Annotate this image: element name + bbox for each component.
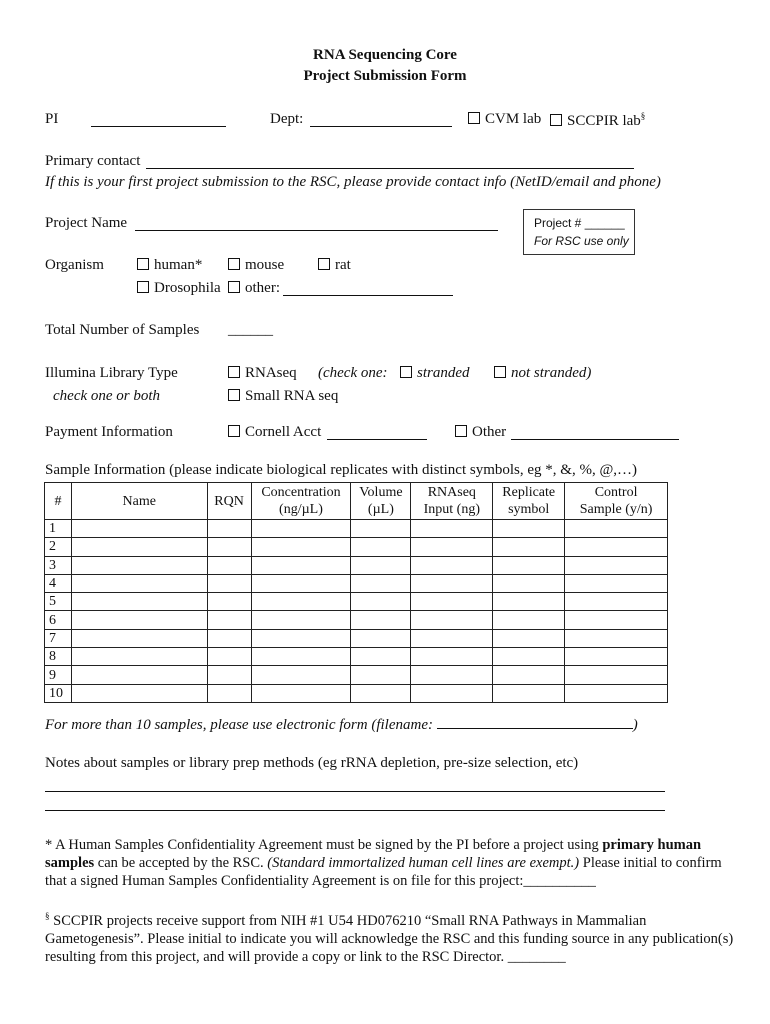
table-cell[interactable]	[565, 520, 668, 538]
column-header-0	[45, 483, 72, 520]
table-cell[interactable]	[71, 520, 207, 538]
table-cell[interactable]	[351, 593, 411, 611]
organism-other-field[interactable]	[283, 281, 453, 296]
table-cell[interactable]	[251, 520, 351, 538]
table-cell[interactable]	[71, 556, 207, 574]
column-header-2	[207, 483, 251, 520]
organism-human-label: human*	[154, 257, 203, 273]
sccpir-lab-checkbox[interactable]	[550, 114, 562, 126]
column-header-line1: Volume	[359, 485, 403, 500]
stranded-checkbox[interactable]	[400, 366, 412, 378]
more-samples-note-text: For more than 10 samples, please use electronic form (filename:	[45, 717, 433, 733]
table-cell[interactable]	[207, 556, 251, 574]
organism-drosophila-option[interactable]	[137, 280, 221, 297]
table-cell[interactable]	[351, 648, 411, 666]
column-header-7	[565, 483, 668, 520]
library-rnaseq-label: RNAseq	[245, 365, 297, 381]
payment-cornell-option[interactable]	[228, 424, 321, 441]
row-number: 10	[45, 684, 72, 702]
human-footnote-text-3: Please initial to confirm that a signed Human Samples Confidentiality Agreement is on file for this project:__________	[45, 855, 722, 889]
table-cell[interactable]	[565, 593, 668, 611]
column-header-1	[71, 483, 207, 520]
payment-label: Payment Information	[45, 424, 173, 440]
total-samples-field[interactable]: ______	[228, 322, 273, 338]
table-row	[45, 574, 668, 592]
table-cell[interactable]	[411, 574, 493, 592]
table-cell[interactable]	[251, 629, 351, 647]
notes-field-line-1[interactable]	[45, 777, 665, 792]
table-cell[interactable]	[565, 629, 668, 647]
table-cell[interactable]	[351, 611, 411, 629]
table-cell[interactable]	[565, 648, 668, 666]
dept-field[interactable]	[310, 112, 452, 127]
table-cell[interactable]	[71, 574, 207, 592]
table-cell[interactable]	[351, 538, 411, 556]
sccpir-footnote-text: SCCPIR projects receive support from NIH #1 U54 HD076210 “Small RNA Pathways in Mammalian Gametogenesis”. Please initial to indicate you will acknowledge the RSC and this funding source in any publication(s) resulting from this project, and will provide a copy or link to the RSC Director. ________	[45, 912, 734, 965]
table-cell[interactable]	[251, 684, 351, 702]
payment-cornell-label: Cornell Acct	[245, 424, 322, 440]
library-type-label: Illumina Library Type	[45, 365, 178, 381]
not-stranded-option[interactable]	[494, 365, 591, 382]
library-small-rna-checkbox[interactable]	[228, 389, 240, 401]
column-header-line2: Input (ng)	[423, 502, 480, 517]
primary-contact-label: Primary contact	[45, 153, 141, 169]
column-header-line1: RQN	[214, 493, 244, 509]
organism-other-checkbox[interactable]	[228, 281, 240, 293]
table-cell[interactable]	[71, 538, 207, 556]
library-rnaseq-option[interactable]	[228, 365, 297, 382]
column-header-line1: RNAseq	[427, 485, 476, 500]
table-cell[interactable]	[251, 611, 351, 629]
not-stranded-label: not stranded)	[511, 365, 592, 381]
table-cell[interactable]	[493, 556, 565, 574]
payment-other-field[interactable]	[511, 425, 679, 440]
payment-other-checkbox[interactable]	[455, 425, 467, 437]
table-cell[interactable]	[351, 520, 411, 538]
table-cell[interactable]	[493, 538, 565, 556]
library-small-rna-label: Small RNA seq	[245, 388, 339, 404]
table-cell[interactable]	[207, 611, 251, 629]
more-samples-note	[45, 714, 638, 734]
table-cell[interactable]	[493, 666, 565, 684]
table-cell[interactable]	[493, 593, 565, 611]
row-number: 1	[45, 520, 72, 538]
column-header-3	[251, 483, 351, 520]
table-cell[interactable]	[493, 684, 565, 702]
row-number: 4	[45, 574, 72, 592]
not-stranded-checkbox[interactable]	[494, 366, 506, 378]
table-cell[interactable]	[565, 574, 668, 592]
table-cell[interactable]	[207, 666, 251, 684]
table-cell[interactable]	[351, 666, 411, 684]
table-cell[interactable]	[71, 684, 207, 702]
table-cell[interactable]	[207, 520, 251, 538]
organism-mouse-checkbox[interactable]	[228, 258, 240, 270]
table-row	[45, 538, 668, 556]
sccpir-footnote-sup: §	[45, 911, 50, 921]
table-cell[interactable]	[411, 593, 493, 611]
filename-field[interactable]	[437, 714, 633, 729]
cvm-lab-checkbox[interactable]	[468, 112, 480, 124]
table-cell[interactable]	[493, 648, 565, 666]
table-cell[interactable]	[493, 574, 565, 592]
table-cell[interactable]	[411, 538, 493, 556]
organism-other-option[interactable]	[228, 280, 280, 297]
project-name-label: Project Name	[45, 215, 128, 231]
table-cell[interactable]	[411, 684, 493, 702]
table-row	[45, 629, 668, 647]
table-cell[interactable]	[411, 648, 493, 666]
column-header-line2: (µL)	[367, 502, 394, 517]
project-number-box	[523, 209, 635, 255]
table-cell[interactable]	[565, 684, 668, 702]
table-row	[45, 593, 668, 611]
table-cell[interactable]	[207, 538, 251, 556]
row-number: 7	[45, 629, 72, 647]
human-footnote-italic: (Standard immortalized human cell lines are exempt.)	[267, 855, 580, 871]
organism-rat-label: rat	[335, 257, 351, 273]
table-cell[interactable]	[71, 593, 207, 611]
column-header-4	[351, 483, 411, 520]
table-cell[interactable]	[351, 574, 411, 592]
sccpir-lab-option[interactable]	[550, 111, 645, 130]
table-row	[45, 556, 668, 574]
organism-other-label: other:	[245, 280, 280, 296]
organism-rat-option[interactable]	[318, 257, 351, 274]
stranded-label: stranded	[417, 365, 470, 381]
table-cell[interactable]	[565, 666, 668, 684]
stranded-option[interactable]	[400, 365, 470, 382]
pi-field[interactable]	[91, 112, 226, 127]
table-row	[45, 648, 668, 666]
pi-label: PI	[45, 111, 59, 127]
payment-other-option[interactable]	[455, 424, 506, 441]
table-cell[interactable]	[207, 593, 251, 611]
table-row	[45, 666, 668, 684]
human-footnote-bold: primary human samples	[45, 837, 702, 871]
cvm-lab-option[interactable]	[468, 111, 541, 128]
column-header-line1: Control	[594, 485, 638, 500]
sample-table-header	[45, 483, 668, 520]
table-row	[45, 611, 668, 629]
human-footnote-text-1: * A Human Samples Confidentiality Agreement must be signed by the PI before a project using	[45, 837, 603, 853]
table-cell[interactable]	[207, 648, 251, 666]
dept-label: Dept:	[270, 111, 304, 127]
sample-table	[44, 482, 668, 703]
column-header-line1: Concentration	[261, 485, 341, 500]
table-cell[interactable]	[251, 574, 351, 592]
form-title: RNA Sequencing Core	[313, 47, 457, 63]
organism-label: Organism	[45, 257, 104, 273]
row-number: 8	[45, 648, 72, 666]
table-cell[interactable]	[565, 556, 668, 574]
column-header-line1: Replicate	[502, 485, 556, 500]
table-cell[interactable]	[565, 611, 668, 629]
human-samples-footnote	[45, 836, 735, 890]
column-header-line2: (ng/µL)	[279, 502, 323, 517]
table-cell[interactable]	[493, 611, 565, 629]
sample-info-heading: Sample Information (please indicate biological replicates with distinct symbols, eg *, &, %, @,…)	[45, 462, 638, 478]
organism-drosophila-label: Drosophila	[154, 280, 221, 296]
table-cell[interactable]	[251, 538, 351, 556]
row-number: 2	[45, 538, 72, 556]
row-number: 3	[45, 556, 72, 574]
organism-rat-checkbox[interactable]	[318, 258, 330, 270]
table-cell[interactable]	[207, 629, 251, 647]
organism-mouse-label: mouse	[245, 257, 285, 273]
payment-other-label: Other	[472, 424, 507, 440]
table-cell[interactable]	[207, 574, 251, 592]
primary-contact-note: If this is your first project submission to the RSC, please provide contact info (NetID/email and phone)	[45, 174, 661, 190]
table-cell[interactable]	[411, 611, 493, 629]
table-row	[45, 684, 668, 702]
organism-human-option[interactable]	[137, 257, 202, 274]
table-cell[interactable]	[493, 629, 565, 647]
table-cell[interactable]	[71, 666, 207, 684]
rsc-use-only-label: For RSC use only	[534, 234, 629, 248]
row-number: 6	[45, 611, 72, 629]
sccpir-lab-label: SCCPIR lab	[567, 113, 641, 129]
organism-mouse-option[interactable]	[228, 257, 284, 274]
notes-field-line-2[interactable]	[45, 796, 665, 811]
check-one-note: (check one:	[318, 365, 388, 381]
sccpir-footnote-mark: §	[640, 111, 646, 121]
table-cell[interactable]	[411, 520, 493, 538]
library-type-sublabel: check one or both	[53, 388, 161, 404]
column-header-5	[411, 483, 493, 520]
table-cell[interactable]	[71, 648, 207, 666]
payment-cornell-checkbox[interactable]	[228, 425, 240, 437]
table-cell[interactable]	[565, 538, 668, 556]
table-cell[interactable]	[351, 684, 411, 702]
column-header-line1: #	[54, 493, 62, 509]
table-cell[interactable]	[411, 629, 493, 647]
table-cell[interactable]	[351, 629, 411, 647]
column-header-6	[493, 483, 565, 520]
cvm-lab-label: CVM lab	[485, 111, 542, 127]
table-cell[interactable]	[207, 684, 251, 702]
table-cell[interactable]	[71, 611, 207, 629]
organism-drosophila-checkbox[interactable]	[137, 281, 149, 293]
table-cell[interactable]	[71, 629, 207, 647]
payment-cornell-field[interactable]	[327, 425, 427, 440]
project-name-field[interactable]	[135, 216, 498, 231]
human-footnote-text-2: can be accepted by the RSC.	[94, 855, 268, 871]
primary-contact-field[interactable]	[146, 154, 634, 169]
more-samples-note-end: )	[632, 717, 638, 733]
library-small-rna-option[interactable]	[228, 388, 338, 405]
table-cell[interactable]	[251, 666, 351, 684]
table-cell[interactable]	[251, 556, 351, 574]
table-cell[interactable]	[251, 648, 351, 666]
form-subtitle: Project Submission Form	[303, 68, 467, 84]
project-number-label: Project # ______	[534, 216, 625, 230]
table-cell[interactable]	[493, 520, 565, 538]
row-number: 9	[45, 666, 72, 684]
column-header-line2: Sample (y/n)	[579, 502, 653, 517]
table-cell[interactable]	[411, 556, 493, 574]
organism-human-checkbox[interactable]	[137, 258, 149, 270]
table-cell[interactable]	[351, 556, 411, 574]
table-cell[interactable]	[251, 593, 351, 611]
sccpir-footnote	[45, 907, 735, 966]
row-number: 5	[45, 593, 72, 611]
table-row	[45, 520, 668, 538]
notes-label: Notes about samples or library prep methods (eg rRNA depletion, pre-size selection, etc)	[45, 755, 579, 771]
column-header-line1: Name	[122, 493, 156, 509]
total-samples-label: Total Number of Samples	[45, 322, 200, 338]
column-header-line2: symbol	[508, 502, 550, 517]
table-cell[interactable]	[411, 666, 493, 684]
library-rnaseq-checkbox[interactable]	[228, 366, 240, 378]
